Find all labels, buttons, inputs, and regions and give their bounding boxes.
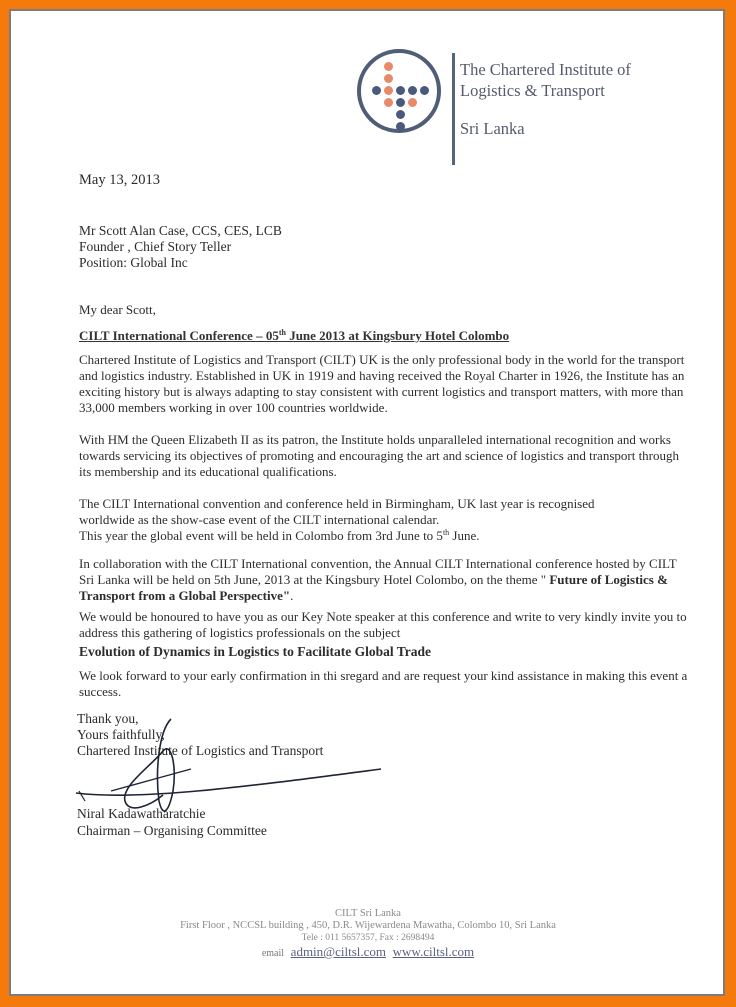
signatory-role: Chairman – Organising Committee — [77, 823, 267, 838]
letterhead-org — [460, 59, 631, 139]
footer-website-link[interactable]: www.ciltsl.com — [392, 944, 475, 959]
closing-org: Chartered Institute of Logistics and Transport — [77, 743, 324, 758]
footer-phone: Tele : 011 5657357, Fax : 2698494 — [301, 933, 435, 943]
org-name-line1: The Chartered Institute of — [460, 60, 631, 79]
colombo-dates-prefix: This year the global event will be held in Colombo from 3rd June to 5 — [79, 528, 443, 543]
recipient-position: Position: Global Inc — [79, 255, 188, 270]
footer-org: CILT Sri Lanka — [335, 908, 401, 919]
colombo-dates — [79, 528, 689, 544]
salutation: My dear Scott, — [79, 302, 156, 317]
signature-stroke-underline — [76, 769, 381, 795]
logo-dot-orange — [384, 86, 393, 95]
colombo-dates-sup: th — [442, 528, 450, 537]
recipient-name: Mr Scott Alan Case, CCS, CES, LCB — [79, 223, 282, 238]
logo-dot-blue — [396, 98, 405, 107]
signatory-block — [77, 805, 267, 839]
subject-line — [79, 328, 509, 344]
subject-suffix: June 2013 at Kingsbury Hotel Colombo — [285, 328, 510, 343]
letterhead-divider — [452, 53, 455, 165]
collaboration-end: . — [290, 588, 294, 603]
logo-dot-orange — [384, 98, 393, 107]
closing-thanks: Thank you, — [77, 711, 139, 726]
paragraph-collaboration — [79, 556, 689, 604]
logo-dot-blue — [420, 86, 429, 95]
footer-email-link[interactable]: admin@ciltsl.com — [290, 944, 387, 959]
signature-stroke-tail — [79, 791, 85, 801]
paragraph-confirmation: We look forward to your early confirmation in thi sregard and are request your kind assistance in making this event a success. — [79, 668, 688, 699]
speech-topic: Evolution of Dynamics in Logistics to Facilitate Global Trade — [79, 644, 432, 659]
footer — [0, 908, 736, 960]
logo-dot-blue — [408, 86, 417, 95]
footer-address: First Floor , NCCSL building , 450, D.R. Wijewardena Mawatha, Colombo 10, Sri Lanka — [180, 920, 556, 931]
subject-prefix: CILT International Conference – 05 — [79, 328, 279, 343]
signatory-name: Niral Kadawatharatchie — [77, 806, 206, 821]
logo-dot-orange — [384, 62, 393, 71]
logo-dot-blue — [396, 122, 405, 131]
logo-dot-orange — [384, 74, 393, 83]
paragraph-invitation: We would be honoured to have you as our Key Note speaker at this conference and write to very kindly invite you to address this gathering of logistics professionals on the subject — [79, 609, 687, 640]
collaboration-text: In collaboration with the CILT International convention, the Annual CILT International conference hosted by CILT Sri Lanka will be held on 5th June, 2013 at the Kingsbury Hotel Colombo, on the theme " — [79, 556, 677, 587]
letter-date: May 13, 2013 — [79, 172, 160, 188]
logo-dot-orange — [408, 98, 417, 107]
footer-email-label: email — [261, 948, 285, 959]
recipient-title: Founder , Chief Story Teller — [79, 239, 232, 254]
logo-dot-blue — [372, 86, 381, 95]
logo-dot-blue — [396, 110, 405, 119]
closing-yours: Yours faithfully, — [77, 727, 165, 742]
colombo-dates-suffix: June. — [449, 528, 480, 543]
org-name-line2: Logistics & Transport — [460, 81, 605, 100]
birmingham-text: The CILT International convention and conference held in Birmingham, UK last year is recognised worldwide as the show-case event of the CILT international calendar. — [79, 496, 595, 527]
footer-contact — [0, 946, 736, 960]
signature-stroke-loop — [125, 719, 175, 811]
subject-sup: th — [278, 328, 286, 337]
paragraph-birmingham — [79, 496, 689, 544]
letter-page — [9, 9, 725, 996]
recipient-block — [79, 223, 282, 271]
paragraph-cilt-intro: Chartered Institute of Logistics and Transport (CILT) UK is the only professional body in the world for the transport and logistics industry. Established in UK in 1919 and having received the Royal Charter in 1926, the Institute has an exciting history but is always adapting to stay consistent with current logistics and transport matters, with more than 33,000 members working in over 100 countries worldwide. — [79, 352, 685, 415]
paragraph-patron: With HM the Queen Elizabeth II as its patron, the Institute holds unparalleled international recognition and works towards servicing its objectives of promoting and encouraging the art and science of logistics and transport through its membership and its educational qualifications. — [79, 432, 680, 479]
cilt-logo — [357, 49, 441, 133]
signature-stroke-cross — [111, 769, 191, 791]
org-country: Sri Lanka — [460, 119, 525, 138]
logo-dot-blue — [396, 86, 405, 95]
conference-theme: Future of Logistics & Transport from a Global Perspective" — [79, 572, 668, 603]
